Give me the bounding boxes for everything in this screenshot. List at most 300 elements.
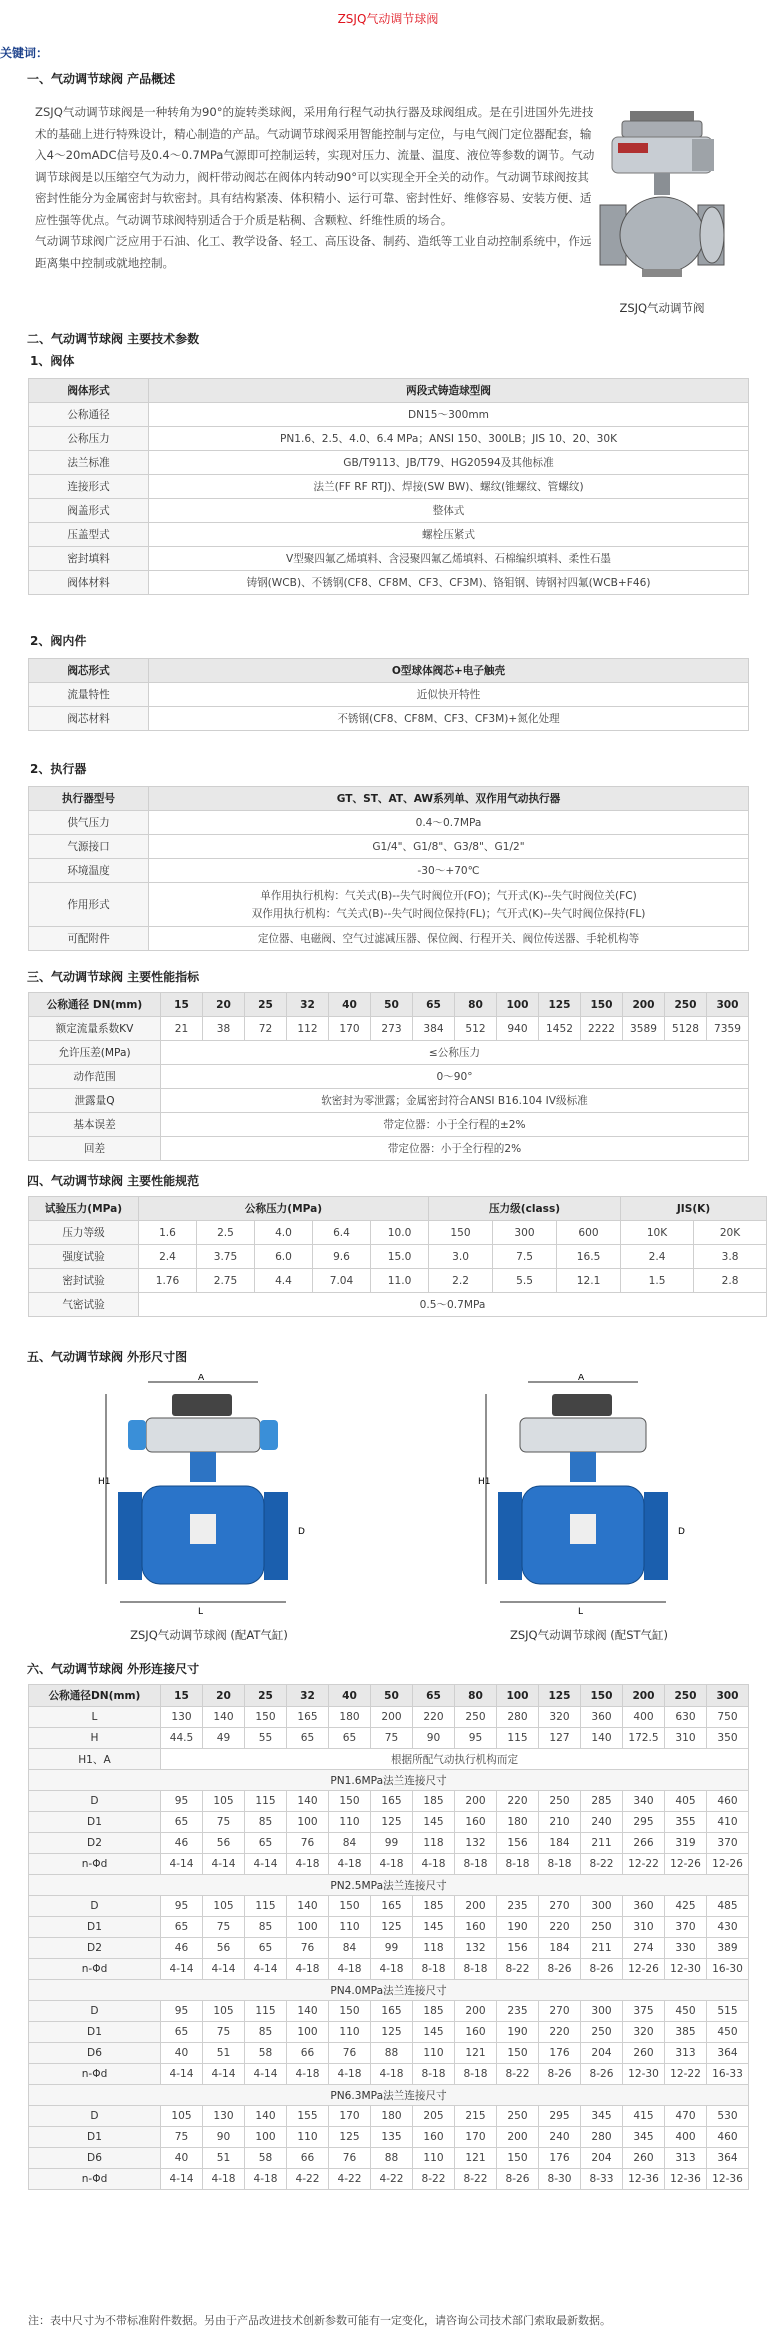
table-row: [29, 547, 749, 571]
table-cell: 210: [539, 1812, 581, 1833]
table-cell: 115: [245, 1791, 287, 1812]
table-cell: 425: [665, 1896, 707, 1917]
dim-label-l-2: L: [578, 1607, 584, 1617]
body-table: [28, 378, 749, 595]
table-cell: 0～90°: [161, 1065, 749, 1089]
table-cell: 375: [623, 2001, 665, 2022]
at-figure-caption: ZSJQ气动调节球阀 (配AT气缸): [130, 1628, 288, 1642]
table-cell: 压盖型式: [29, 523, 149, 547]
table-cell: D: [29, 2001, 161, 2022]
table-cell: 公称通径: [29, 403, 149, 427]
table-cell: 38: [203, 1017, 245, 1041]
table-cell: 220: [497, 1791, 539, 1812]
table-row: [29, 1041, 749, 1065]
table-row: [29, 2106, 749, 2127]
table-cell: 4-18: [287, 1959, 329, 1980]
table-cell: 8-18: [455, 1854, 497, 1875]
table-cell: 185: [413, 1791, 455, 1812]
table-cell: 330: [665, 1938, 707, 1959]
table-row: [29, 1113, 749, 1137]
table-cell: 铸钢(WCB)、不锈钢(CF8、CF8M、CF3、CF3M)、铬钼钢、铸钢衬四氟(WCB+F46): [149, 571, 749, 595]
table-row: [29, 707, 749, 731]
table-cell: 8-22: [497, 2064, 539, 2085]
table-cell: 165: [287, 1707, 329, 1728]
table-cell: 公称通径 DN(mm): [29, 993, 161, 1017]
table-row: [29, 787, 749, 811]
table-cell: 150: [329, 1896, 371, 1917]
table-cell: 160: [455, 2022, 497, 2043]
table-cell: 450: [665, 2001, 707, 2022]
table-cell: 40: [329, 993, 371, 1017]
table-cell: 313: [665, 2148, 707, 2169]
table-cell: 145: [413, 1917, 455, 1938]
table-row: [29, 571, 749, 595]
table-cell: 12-22: [665, 2064, 707, 2085]
table-cell: 66: [287, 2043, 329, 2064]
table-row: [29, 1959, 749, 1980]
table-cell: 360: [623, 1896, 665, 1917]
table-cell: 135: [371, 2127, 413, 2148]
table-row: [29, 1017, 749, 1041]
table-cell: 170: [329, 1017, 371, 1041]
table-cell: 99: [371, 1833, 413, 1854]
table-cell: 4-18: [413, 1854, 455, 1875]
table-cell: 280: [497, 1707, 539, 1728]
table-cell: 80: [455, 1685, 497, 1707]
table-cell: 65: [329, 1728, 371, 1749]
table-cell: 110: [329, 2022, 371, 2043]
dim-label-h1: H1: [98, 1477, 111, 1487]
table-row: [29, 2022, 749, 2043]
table-cell: 65: [413, 1685, 455, 1707]
table-cell: 32: [287, 993, 329, 1017]
table-cell: 485: [707, 1896, 749, 1917]
table-cell: 470: [665, 2106, 707, 2127]
table-cell: 8-18: [413, 1959, 455, 1980]
table-cell: GB/T9113、JB/T79、HG20594及其他标准: [149, 451, 749, 475]
table-cell: 25: [245, 993, 287, 1017]
table-cell: 160: [455, 1812, 497, 1833]
table-cell: 85: [245, 2022, 287, 2043]
table-cell: 150: [497, 2043, 539, 2064]
table-cell: 8-18: [497, 1854, 539, 1875]
table-cell: 145: [413, 2022, 455, 2043]
table-cell: 130: [203, 2106, 245, 2127]
table-cell: 流量特性: [29, 683, 149, 707]
table-cell: 170: [455, 2127, 497, 2148]
table-cell: 2.2: [429, 1269, 493, 1293]
table-cell: 4-22: [287, 2169, 329, 2190]
table-cell: ≤公称压力: [161, 1041, 749, 1065]
table-row: [29, 811, 749, 835]
table-cell: 16.5: [557, 1245, 621, 1269]
table-cell: 110: [329, 1917, 371, 1938]
table-cell: 12-36: [707, 2169, 749, 2190]
table-cell: 150: [329, 2001, 371, 2022]
table-cell: 300: [581, 2001, 623, 2022]
table-cell: 4-18: [329, 1854, 371, 1875]
table-cell: 370: [665, 1917, 707, 1938]
table-cell: D2: [29, 1833, 161, 1854]
table-cell: 50: [371, 1685, 413, 1707]
table-cell: 8-22: [581, 1854, 623, 1875]
table-cell: 250: [665, 1685, 707, 1707]
table-cell: 软密封为零泄露；金属密封符合ANSI B16.104 IV级标准: [161, 1089, 749, 1113]
table-cell: 140: [245, 2106, 287, 2127]
table-cell: 4-18: [371, 1854, 413, 1875]
st-cylinder-drawing: [478, 1374, 698, 1624]
table-cell: 46: [161, 1833, 203, 1854]
table-cell: 140: [287, 1791, 329, 1812]
dim-label-d-2: D: [678, 1527, 685, 1537]
table-row: [29, 2001, 749, 2022]
table-cell: 8-18: [455, 2064, 497, 2085]
table-cell: 试验压力(MPa): [29, 1197, 139, 1221]
dim-label-h1-2: H1: [478, 1477, 491, 1487]
performance-table: [28, 992, 749, 1161]
table-row: [29, 1770, 749, 1791]
table-cell: 211: [581, 1938, 623, 1959]
table-cell: 2.4: [621, 1245, 694, 1269]
table-cell: 211: [581, 1833, 623, 1854]
table-cell: 515: [707, 2001, 749, 2022]
table-cell: 95: [161, 1791, 203, 1812]
table-cell: 364: [707, 2043, 749, 2064]
table-cell: 44.5: [161, 1728, 203, 1749]
table-cell: 180: [371, 2106, 413, 2127]
table-cell: 220: [413, 1707, 455, 1728]
table-cell: 150: [581, 993, 623, 1017]
table-cell: H: [29, 1728, 161, 1749]
table-cell: PN2.5MPa法兰连接尺寸: [29, 1875, 749, 1896]
action-form-line: 双作用执行机构：气关式(B)--失气时阀位保持(FL)；气开式(K)--失气时阀位保持(FL): [251, 907, 646, 920]
table-cell: 130: [161, 1707, 203, 1728]
table-cell: 273: [371, 1017, 413, 1041]
table-cell: G1/4"、G1/8"、G3/8"、G1/2": [149, 835, 749, 859]
table-cell: 340: [623, 1791, 665, 1812]
table-cell: 274: [623, 1938, 665, 1959]
product-image-caption: ZSJQ气动调节阀: [619, 301, 705, 315]
table-row: [29, 993, 749, 1017]
table-row: [29, 1197, 767, 1221]
table-cell: PN6.3MPa法兰连接尺寸: [29, 2085, 749, 2106]
table-cell: 4-18: [371, 1959, 413, 1980]
table-cell: 460: [707, 1791, 749, 1812]
table-row: [29, 1245, 767, 1269]
table-cell: 84: [329, 1938, 371, 1959]
table-row: [29, 499, 749, 523]
table-cell: O型球体阀芯+电子触壳: [149, 659, 749, 683]
table-cell: 16-33: [707, 2064, 749, 2085]
table-cell: 40: [161, 2148, 203, 2169]
table-cell: 512: [455, 1017, 497, 1041]
table-cell: 58: [245, 2043, 287, 2064]
table-cell: 410: [707, 1812, 749, 1833]
table-cell: 630: [665, 1707, 707, 1728]
table-cell: 176: [539, 2148, 581, 2169]
table-cell: D: [29, 1896, 161, 1917]
table-cell: 105: [161, 2106, 203, 2127]
table-cell: 12-36: [665, 2169, 707, 2190]
intro-text: [35, 102, 595, 274]
table-row: [29, 1137, 749, 1161]
table-cell: 1.5: [621, 1269, 694, 1293]
table-cell: 2.8: [694, 1269, 767, 1293]
table-cell: 40: [329, 1685, 371, 1707]
table-cell: 8-18: [413, 2064, 455, 2085]
table-cell: 355: [665, 1812, 707, 1833]
table-cell: 100: [287, 1812, 329, 1833]
table-cell: 310: [665, 1728, 707, 1749]
table-cell: 6.4: [313, 1221, 371, 1245]
table-cell: D: [29, 1791, 161, 1812]
footnote: 注：表中尺寸为不带标准附件数据。另由于产品改进技术创新参数可能有一定变化，请咨询公司技术部门索取最新数据。: [28, 2314, 611, 2327]
table-cell: 100: [497, 993, 539, 1017]
table-cell: 150: [329, 1791, 371, 1812]
table-row: [29, 1269, 767, 1293]
table-cell: 连接形式: [29, 475, 149, 499]
table-cell: 15: [161, 993, 203, 1017]
table-cell: 150: [581, 1685, 623, 1707]
table-row: [29, 1707, 749, 1728]
table-cell: 200: [455, 1896, 497, 1917]
table-cell: 65: [287, 1728, 329, 1749]
table-cell: 240: [539, 2127, 581, 2148]
table-cell: 50: [371, 993, 413, 1017]
table-cell: 65: [245, 1833, 287, 1854]
table-cell: 12-30: [665, 1959, 707, 1980]
table-cell: 110: [413, 2148, 455, 2169]
table-row: [29, 1938, 749, 1959]
table-cell: D: [29, 2106, 161, 2127]
table-cell: 127: [539, 1728, 581, 1749]
table-row: [29, 1980, 749, 2001]
table-cell: 公称压力: [29, 427, 149, 451]
table-cell: 8-26: [581, 2064, 623, 2085]
table-cell: 阀盖形式: [29, 499, 149, 523]
table-cell: 200: [623, 1685, 665, 1707]
table-cell: 85: [245, 1812, 287, 1833]
table-cell: 2.75: [197, 1269, 255, 1293]
table-cell: n-Φd: [29, 1959, 161, 1980]
table-cell: 100: [287, 1917, 329, 1938]
table-row: [29, 1221, 767, 1245]
table-cell: 8-26: [497, 2169, 539, 2190]
table-cell: 220: [539, 2022, 581, 2043]
table-cell: 两段式铸造球型阀: [149, 379, 749, 403]
table-cell: 75: [161, 2127, 203, 2148]
table-cell: 250: [581, 1917, 623, 1938]
table-cell: 235: [497, 1896, 539, 1917]
table-cell: 450: [707, 2022, 749, 2043]
table-cell: 105: [203, 1896, 245, 1917]
dim-label-a: A: [198, 1374, 205, 1383]
table-cell: 118: [413, 1833, 455, 1854]
section-6-heading: 六、气动调节球阀 外形连接尺寸: [27, 1662, 200, 1676]
table-cell: 允许压差(MPa): [29, 1041, 161, 1065]
table-cell: 80: [455, 993, 497, 1017]
table-cell: 313: [665, 2043, 707, 2064]
table-row: [29, 2148, 749, 2169]
table-cell: 20: [203, 993, 245, 1017]
table-cell: 165: [371, 1896, 413, 1917]
table-cell: 4-14: [203, 1959, 245, 1980]
table-cell: 76: [287, 1833, 329, 1854]
table-cell: 12.1: [557, 1269, 621, 1293]
table-cell: 8-18: [539, 1854, 581, 1875]
table-cell: 430: [707, 1917, 749, 1938]
table-cell: 165: [371, 1791, 413, 1812]
table-row: [29, 403, 749, 427]
table-cell: 160: [455, 1917, 497, 1938]
table-row: [29, 859, 749, 883]
table-cell: 204: [581, 2043, 623, 2064]
table-row: [29, 1896, 749, 1917]
table-row: [29, 835, 749, 859]
table-cell: 280: [581, 2127, 623, 2148]
st-figure-caption: ZSJQ气动调节球阀 (配ST气缸): [509, 1628, 669, 1642]
table-cell: 250: [497, 2106, 539, 2127]
table-cell: 285: [581, 1791, 623, 1812]
table-cell: 8-26: [539, 1959, 581, 1980]
table-cell: 350: [707, 1728, 749, 1749]
table-row: [29, 523, 749, 547]
table-cell: 不锈钢(CF8、CF8M、CF3、CF3M)+氮化处理: [149, 707, 749, 731]
table-cell: 5128: [665, 1017, 707, 1041]
table-row: [29, 927, 749, 951]
table-cell: 4-18: [245, 2169, 287, 2190]
table-cell: 56: [203, 1833, 245, 1854]
table-row: [29, 659, 749, 683]
table-cell: 8-26: [581, 1959, 623, 1980]
table-row: [29, 1854, 749, 1875]
table-cell: 345: [581, 2106, 623, 2127]
table-cell: 125: [329, 2127, 371, 2148]
table-cell: 319: [665, 1833, 707, 1854]
table-cell: 300: [581, 1896, 623, 1917]
table-cell: 8-30: [539, 2169, 581, 2190]
table-cell: 40: [161, 2043, 203, 2064]
table-cell: 供气压力: [29, 811, 149, 835]
table-row: [29, 2064, 749, 2085]
table-cell: 执行器型号: [29, 787, 149, 811]
actuator-table: [28, 786, 749, 951]
table-cell: 530: [707, 2106, 749, 2127]
table-cell: 12-36: [623, 2169, 665, 2190]
table-cell: 176: [539, 2043, 581, 2064]
table-cell: 4.4: [255, 1269, 313, 1293]
table-cell: 389: [707, 1938, 749, 1959]
table-cell: 140: [287, 1896, 329, 1917]
table-cell: 235: [497, 2001, 539, 2022]
table-cell: 105: [203, 2001, 245, 2022]
table-cell: 法兰(FF RF RTJ)、焊接(SW BW)、螺纹(锥螺纹、管螺纹): [149, 475, 749, 499]
table-cell: 105: [203, 1791, 245, 1812]
table-cell: 75: [203, 1812, 245, 1833]
table-cell: 750: [707, 1707, 749, 1728]
table-cell: 132: [455, 1938, 497, 1959]
table-cell: 155: [287, 2106, 329, 2127]
table-cell: 220: [539, 1917, 581, 1938]
table-cell: 4-18: [329, 2064, 371, 2085]
table-cell: 75: [371, 1728, 413, 1749]
table-cell: 51: [203, 2043, 245, 2064]
table-cell: 260: [623, 2043, 665, 2064]
table-cell: 7.5: [493, 1245, 557, 1269]
section-5-heading: 五、气动调节球阀 外形尺寸图: [27, 1350, 188, 1364]
table-cell: 88: [371, 2148, 413, 2169]
table-cell: 1.76: [139, 1269, 197, 1293]
table-cell: 115: [245, 2001, 287, 2022]
table-cell: D1: [29, 1917, 161, 1938]
section-4-heading: 四、气动调节球阀 主要性能规范: [27, 1174, 200, 1188]
table-cell: 8-18: [455, 1959, 497, 1980]
table-cell: 4-18: [203, 2169, 245, 2190]
table-cell: 240: [581, 1812, 623, 1833]
table-cell: D2: [29, 1938, 161, 1959]
table-cell: 65: [161, 1812, 203, 1833]
table-cell: D1: [29, 2127, 161, 2148]
table-cell: 200: [371, 1707, 413, 1728]
table-cell: 16-30: [707, 1959, 749, 1980]
table-row: [29, 1728, 749, 1749]
table-cell: 4-14: [245, 2064, 287, 2085]
table-cell: 作用形式: [29, 883, 149, 927]
table-cell: 112: [287, 1017, 329, 1041]
table-cell: 200: [623, 993, 665, 1017]
table-cell: 460: [707, 2127, 749, 2148]
table-cell: 15: [161, 1685, 203, 1707]
table-cell: 400: [623, 1707, 665, 1728]
table-row: [29, 1875, 749, 1896]
table-cell: PN1.6MPa法兰连接尺寸: [29, 1770, 749, 1791]
table-cell: 125: [539, 993, 581, 1017]
table-cell: 95: [455, 1728, 497, 1749]
table-row: [29, 427, 749, 451]
table-cell: 4-14: [161, 1959, 203, 1980]
table-cell: PN4.0MPa法兰连接尺寸: [29, 1980, 749, 2001]
table-cell: 定位器、电磁阀、空气过滤减压器、保位阀、行程开关、阀位传送器、手轮机构等: [149, 927, 749, 951]
table-cell: 250: [581, 2022, 623, 2043]
table-cell: DN15～300mm: [149, 403, 749, 427]
table-cell: 近似快开特性: [149, 683, 749, 707]
table-cell: 带定位器：小于全行程的±2%: [161, 1113, 749, 1137]
spec-table: [28, 1196, 767, 1317]
table-cell: 65: [161, 1917, 203, 1938]
table-cell: 150: [429, 1221, 493, 1245]
table-cell: 125: [371, 1812, 413, 1833]
table-cell: 回差: [29, 1137, 161, 1161]
table-cell: 环境温度: [29, 859, 149, 883]
intro-paragraph-1: ZSJQ气动调节球阀是一种转角为90°的旋转类球阀，采用角行程气动执行器及球阀组成。是在引进国外先进技术的基础上进行特殊设计，精心制造的产品。气动调节球阀采用智能控制与定位，与电气阀门定位器配套，输入4～20mADC信号及0.4～0.7MPa气源即可控制运转，实现对压力、流量、温度、液位等参数的调节。气动调节球阀是以压缩空气为动力，阀杆带动阀芯在阀体内转动90°可以实现全开全关的动作。气动调节球阀按其密封性能分为金属密封与软密封。具有结构紧凑、体积精小、运行可靠、密封性好、维修容易、安装方便、适应性强等优点。气动调节球阀特别适合于介质是粘稠、含颗粒、纤维性质的场合。: [35, 105, 595, 227]
table-cell: 180: [497, 1812, 539, 1833]
table-cell: 320: [623, 2022, 665, 2043]
table-cell: 90: [203, 2127, 245, 2148]
table-cell: 4-14: [203, 2064, 245, 2085]
table-cell: 4-18: [329, 1959, 371, 1980]
table-row: [29, 883, 749, 927]
table-cell: 4-14: [245, 1854, 287, 1875]
table-cell: 51: [203, 2148, 245, 2169]
keyword-label: 关键词：: [0, 46, 49, 60]
table-cell: 204: [581, 2148, 623, 2169]
table-cell: n-Φd: [29, 2169, 161, 2190]
table-cell: 270: [539, 1896, 581, 1917]
table-cell: 110: [413, 2043, 455, 2064]
table-cell: 125: [539, 1685, 581, 1707]
table-cell: 300: [707, 1685, 749, 1707]
at-cylinder-drawing: [98, 1374, 318, 1624]
